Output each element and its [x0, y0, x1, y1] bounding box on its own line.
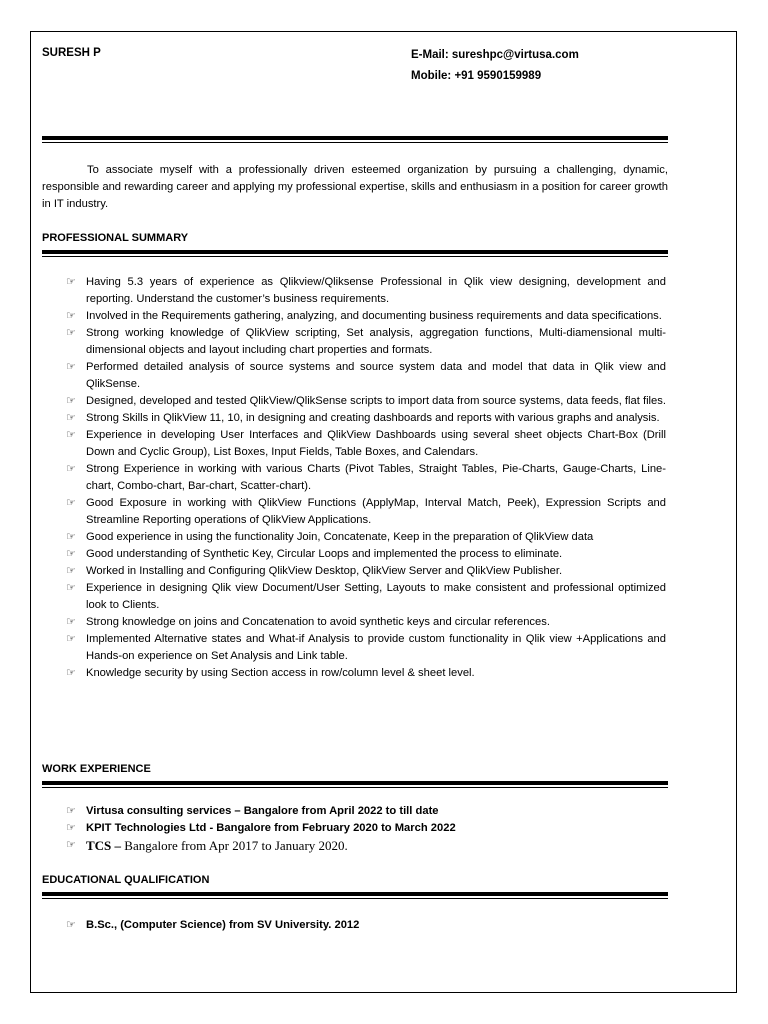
pointing-hand-icon: ☞	[66, 548, 76, 560]
list-item: ☞ Experience in designing Qlik view Document/User Setting, Layouts to make consistent and professional optimized look to Clients.	[66, 582, 666, 611]
list-item: ☞ Involved in the Requirements gathering, analyzing, and documenting business requirements and data specifications.	[66, 308, 666, 325]
list-item: ☞ Having 5.3 years of experience as Qlikview/Qliksense Professional in Qlik view designing, development and reporting. Understand the customer’s business requirements.	[66, 276, 666, 305]
pointing-hand-icon: ☞	[66, 565, 76, 577]
education-list	[66, 917, 666, 934]
pointing-hand-icon: ☞	[66, 667, 76, 679]
list-item: ☞ B.Sc., (Computer Science) from SV University. 2012	[66, 917, 666, 934]
work-title: WORK EXPERIENCE	[42, 763, 151, 775]
pointing-hand-icon: ☞	[66, 616, 76, 628]
pointing-hand-icon: ☞	[66, 429, 76, 441]
pointing-hand-icon: ☞	[66, 805, 76, 817]
list-item: ☞ Worked in Installing and Configuring QlikView Desktop, QlikView Server and QlikView Publisher.	[66, 563, 666, 580]
pointing-hand-icon: ☞	[66, 919, 76, 931]
pointing-hand-icon: ☞	[66, 633, 76, 645]
summary-rule-thin	[42, 256, 668, 257]
list-item: ☞ Knowledge security by using Section access in row/column level & sheet level.	[66, 665, 666, 682]
list-item: ☞ Strong knowledge on joins and Concatenation to avoid synthetic keys and circular references.	[66, 614, 666, 631]
list-item: ☞ Strong Experience in working with various Charts (Pivot Tables, Straight Tables, Pie-Charts, Gauge-Charts, Line-chart, Combo-chart, Bar-chart, Scatter-chart).	[66, 463, 666, 492]
pointing-hand-icon: ☞	[66, 276, 76, 288]
list-item: ☞ TCS – Bangalore from Apr 2017 to January 2020.	[66, 838, 348, 853]
list-item: ☞ Good understanding of Synthetic Key, Circular Loops and implemented the process to eliminate.	[66, 546, 666, 563]
list-item: ☞ Strong working knowledge of QlikView scripting, Set analysis, aggregation functions, Multi-diamensional multi- dimensional objects and layout including chart properties and formats.	[66, 327, 666, 356]
mobile-line: Mobile: +91 9590159989	[411, 70, 542, 82]
objective-paragraph	[42, 162, 668, 213]
list-item: ☞ Good Exposure in working with QlikView Functions (ApplyMap, Interval Match, Peek), Expression Scripts and Streamline Reporting operations of QlikView Applications.	[66, 497, 666, 526]
summary-list	[66, 274, 666, 682]
list-item: ☞ Experience in developing User Interfaces and QlikView Dashboards using several sheet objects Chart-Box (Drill Down and Cyclic Group), List Boxes, Input Fields, Table Boxes, and Calendars.	[66, 429, 666, 458]
list-item: ☞ Strong Skills in QlikView 11, 10, in designing and creating dashboards and reports with various graphs and analysis.	[66, 410, 666, 427]
list-item: ☞ Performed detailed analysis of source systems and source system data and model that data in Qlik view and QlikSense.	[66, 361, 666, 390]
candidate-name: SURESH P	[42, 47, 101, 59]
pointing-hand-icon: ☞	[66, 310, 76, 322]
objective-text: To associate myself with a professionally driven esteemed organization by pursuing a challenging, dynamic, responsible and rewarding career and applying my professional expertise, skills and enthusiasm in a position for career growth in IT industry.	[42, 164, 668, 210]
contact-block	[411, 45, 579, 87]
pointing-hand-icon: ☞	[66, 327, 76, 339]
pointing-hand-icon: ☞	[66, 582, 76, 594]
summary-rule-thick	[42, 250, 668, 254]
list-item: ☞ Designed, developed and tested QlikView/QlikSense scripts to import data from source systems, data feeds, flat files.	[66, 393, 666, 410]
education-title: EDUCATIONAL QUALIFICATION	[42, 874, 210, 886]
work-rule-thick	[42, 781, 668, 785]
pointing-hand-icon: ☞	[66, 463, 76, 475]
list-item: ☞ Good experience in using the functionality Join, Concatenate, Keep in the preparation of QlikView data	[66, 529, 666, 546]
education-rule-thick	[42, 892, 668, 896]
pointing-hand-icon: ☞	[66, 531, 76, 543]
pointing-hand-icon: ☞	[66, 412, 76, 424]
summary-title: PROFESSIONAL SUMMARY	[42, 232, 189, 244]
list-item: ☞ Virtusa consulting services – Bangalore from April 2022 to till date	[66, 803, 666, 820]
pointing-hand-icon: ☞	[66, 497, 76, 509]
email-line: E-Mail: sureshpc@virtusa.com	[411, 49, 579, 61]
list-item: ☞ KPIT Technologies Ltd - Bangalore from February 2020 to March 2022	[66, 820, 666, 837]
work-list	[66, 803, 666, 854]
work-rule-thin	[42, 787, 668, 788]
list-item: ☞ Implemented Alternative states and What-if Analysis to provide custom functionality in Qlik view +Applications and Hands-on experience on Set Analysis and Link table.	[66, 633, 666, 662]
pointing-hand-icon: ☞	[66, 361, 76, 373]
pointing-hand-icon: ☞	[66, 822, 76, 834]
header-rule-thick	[42, 136, 668, 140]
header-rule-thin	[42, 142, 668, 143]
pointing-hand-icon: ☞	[66, 839, 76, 851]
education-rule-thin	[42, 898, 668, 899]
pointing-hand-icon: ☞	[66, 395, 76, 407]
